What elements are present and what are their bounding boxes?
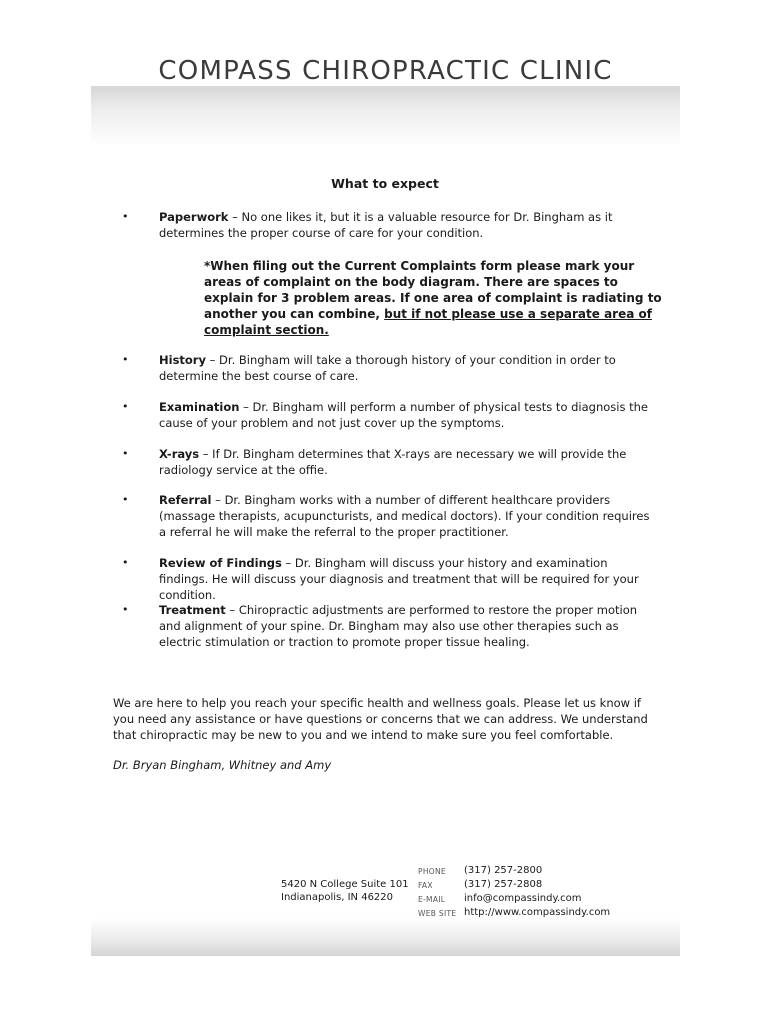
bullet-icon: • [122, 447, 129, 460]
list-item [122, 446, 659, 478]
item-text: – Dr. Bingham will take a thorough history of your condition in order to determine the best course of care. [159, 353, 616, 383]
list-item [122, 602, 659, 650]
clinic-address [281, 878, 409, 904]
item-term: Referral [159, 493, 212, 507]
address-line: 5420 N College Suite 101 [281, 879, 409, 890]
item-term: Examination [159, 400, 240, 414]
note-text: *When filing out the Current Complaints form please mark your areas of complaint on the body diagram. There are spaces to explain for 3 problem areas. If one area of complaint is radiating to another you can combine, [204, 259, 662, 321]
list-item [122, 555, 659, 603]
item-term: History [159, 353, 206, 367]
list-item [122, 209, 659, 241]
contact-value: (317) 257-2800 [464, 865, 543, 876]
note-underlined-text: but if not please use a separate area of complaint section. [204, 307, 652, 337]
bullet-icon: • [122, 603, 129, 616]
contact-value: (317) 257-2808 [464, 879, 543, 890]
bullet-icon: • [122, 556, 129, 569]
bullet-icon: • [122, 400, 129, 413]
item-text: – Dr. Bingham will discuss your history and examination findings. He will discuss your diagnosis and treatment that will be required for your condition. [159, 556, 639, 602]
list-item [122, 352, 659, 384]
contact-label: PHONE [418, 867, 446, 876]
section-title: What to expect [331, 176, 439, 191]
footer-gradient-band [91, 918, 680, 956]
complaints-form-note [204, 258, 664, 338]
item-term: Treatment [159, 603, 226, 617]
list-item [122, 492, 659, 540]
item-text: – If Dr. Bingham determines that X-rays are necessary we will provide the radiology service at the offie. [159, 447, 627, 477]
item-text: – Dr. Bingham works with a number of different healthcare providers (massage therapists, acupuncturists, and medical doctors). If your condition requires a referral he will make the referral to the proper practitioner. [159, 493, 650, 539]
contact-value: http://www.compassindy.com [464, 907, 611, 918]
contact-label: E-MAIL [418, 895, 446, 904]
signature: Dr. Bryan Bingham, Whitney and Amy [113, 758, 332, 772]
bullet-icon: • [122, 210, 129, 223]
contact-label: WEB SITE [418, 909, 457, 918]
contact-row-fax [418, 878, 610, 892]
contact-info [418, 864, 610, 920]
item-text: – Chiropractic adjustments are performed to restore the proper motion and alignment of your spine. Dr. Bingham may also use other therapies such as electric stimulation or traction to promote proper tissue healing. [159, 603, 638, 649]
item-term: X-rays [159, 447, 200, 461]
clinic-title: COMPASS CHIROPRACTIC CLINIC [158, 56, 613, 86]
bullet-icon: • [122, 493, 129, 506]
item-text: – Dr. Bingham will perform a number of physical tests to diagnosis the cause of your problem and not just cover up the symptoms. [159, 400, 649, 430]
address-line: Indianapolis, IN 46220 [281, 892, 394, 903]
contact-value: info@compassindy.com [464, 893, 582, 904]
list-item [122, 399, 659, 431]
contact-row-phone [418, 864, 610, 878]
contact-label: FAX [418, 881, 433, 890]
bullet-icon: • [122, 353, 129, 366]
contact-row-email [418, 892, 610, 906]
closing-paragraph: We are here to help you reach your specific health and wellness goals. Please let us know if you need any assistance or have questions or concerns that we can address. We understand that chiropractic may be new to you and we intend to make sure you feel comfortable. [113, 696, 648, 742]
item-term: Paperwork [159, 210, 229, 224]
header-gradient-band [91, 86, 680, 146]
item-term: Review of Findings [159, 556, 282, 570]
item-text: – No one likes it, but it is a valuable resource for Dr. Bingham as it determines the proper course of care for your condition. [159, 210, 613, 240]
